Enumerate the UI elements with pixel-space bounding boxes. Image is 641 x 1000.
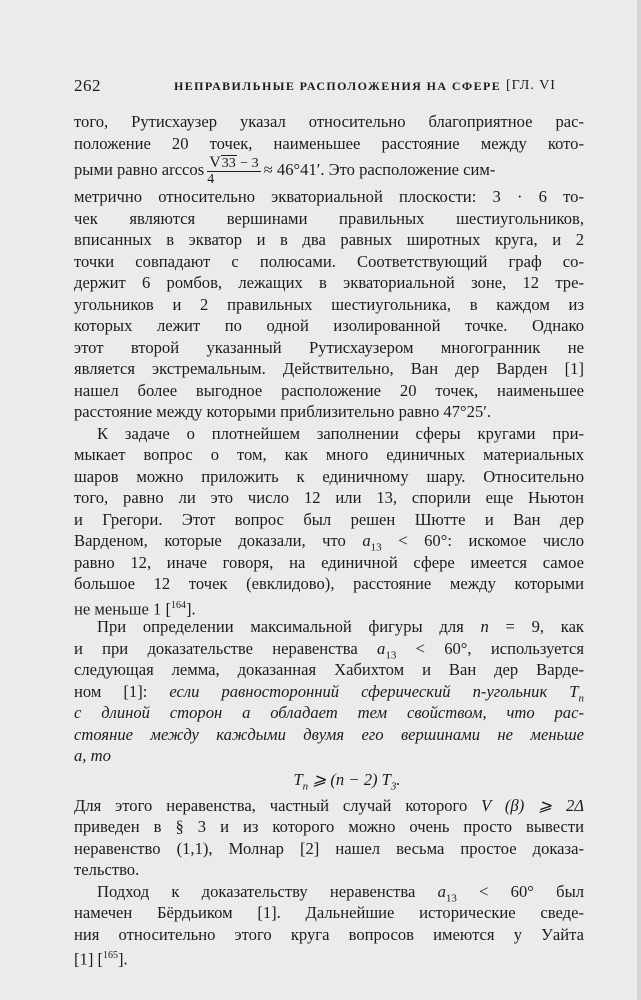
text-line: большое 12 точек (евклидово), расстояние между которыми — [74, 574, 584, 593]
text-line: нашел более выгодное расположение 20 точек, наименьшее — [74, 380, 584, 400]
text-line: ния относительно этого круга вопросов имеются у Уайта — [74, 924, 584, 944]
paragraph-2 — [74, 423, 584, 617]
text-line: неравенство (1,1), Молнар [2] нашел весьма простое доказа- — [74, 838, 584, 858]
text-line: с длиной сторон a обладает тем свойством, что рас- — [74, 703, 584, 722]
text-line: точки совпадают с полюсами. Соответствующий граф со- — [74, 251, 584, 271]
text-line: приведен в § 3 и из которого можно очень просто вывести — [74, 817, 584, 836]
paragraph-4 — [74, 795, 584, 881]
text-line: равно 12, иначе говоря, на единичной сфере имеется самое — [74, 552, 584, 572]
arccos-fraction: $\frac{V33 - 3}{4}$ — [207, 154, 259, 188]
text-line: и Грегори. Этот вопрос был решен Шютте и Ван дер — [74, 509, 584, 529]
text-line: Подход к доказательству неравенства $a_{13} < 60^\circ$ был — [97, 881, 584, 904]
page-number: 262 — [74, 76, 101, 95]
text-line: ном [1]: если равносторонний сферический n-угольник $T_n$ — [74, 681, 584, 704]
text-line: a, то — [74, 746, 111, 765]
text-line: того, Рутисхаузер указал относительно благоприятное рас- — [74, 112, 584, 131]
text-line: Для этого неравенства, частный случай которого V (β) ⩾ 2Δ — [74, 795, 584, 815]
text-line: [1] [$^{165}$]. — [74, 949, 128, 969]
text-line: стояние между каждыми двумя его вершинами не меньше — [74, 724, 584, 744]
text-line: является экстремальным. Действительно, Ван дер Варден [1] — [74, 359, 584, 378]
text-line: К задаче о плотнейшем заполнении сферы кругами при- — [97, 423, 584, 443]
text-line-with-fraction: рыми равно arccos $\frac{V33 - 3}{4}$ ≈ 46°41′. Это расположение сим- — [74, 154, 496, 188]
paragraph-1 — [74, 111, 584, 423]
page-body — [74, 111, 584, 967]
text-line: вписанных в экватор и в два равных широтных круга, и 2 — [74, 230, 584, 249]
paragraph-3 — [74, 616, 584, 767]
text-line: метрично относительно экваториальной плоскости: 3 · 6 то- — [74, 187, 584, 206]
text-line: расстояние между которыми приблизительно равно 47°25′. — [74, 402, 492, 421]
text-line: тельство. — [74, 860, 140, 879]
text-line: не меньше 1 [$^{164}$]. — [74, 599, 196, 619]
text-line: Варденом, которые доказали, что $a_{13} < 60^\circ$: искомое число — [74, 531, 584, 554]
text-line: того, равно ли это число 12 или 13, спорили еще Ньютон — [74, 488, 584, 507]
text-line: положение 20 точек, наименьшее расстояние между кото- — [74, 133, 584, 153]
page-header — [74, 76, 584, 98]
text-line: угольников и 2 правильных шестиугольника, в каждом из — [74, 294, 584, 314]
lemma-formula: $T_n$ ⩾ (n − 2) $T_3$. — [293, 769, 401, 792]
text-line: намечен Бёрдьиком [1]. Дальнейшие исторические сведе- — [74, 903, 584, 922]
text-line: и при доказательстве неравенства $a_{13} < 60^\circ$, используется — [74, 638, 584, 661]
text-line: которых лежит по одной изолированной точке. Однако — [74, 316, 584, 335]
chapter-label: [ГЛ. VI — [506, 78, 556, 93]
text-line: следующая лемма, доказанная Хабихтом и Ван дер Варде- — [74, 660, 584, 679]
text-line: держит 6 ромбов, лежащих в экваториальной зоне, 12 тре- — [74, 273, 584, 292]
text-line: шаров можно приложить к единичному шару. Относительно — [74, 466, 584, 486]
paragraph-5 — [74, 881, 584, 967]
text-line: мыкает вопрос о том, как много единичных материальных — [74, 445, 584, 464]
text-line: чек являются вершинами правильных шестиугольников, — [74, 208, 584, 228]
running-title: НЕПРАВИЛЬНЫЕ РАСПОЛОЖЕНИЯ НА СФЕРЕ — [174, 79, 502, 93]
page-edge — [637, 0, 641, 1000]
text-line: этот второй указанный Рутисхаузером многогранник не — [74, 337, 584, 357]
text-line: При определении максимальной фигуры для n = 9, как — [97, 617, 584, 636]
